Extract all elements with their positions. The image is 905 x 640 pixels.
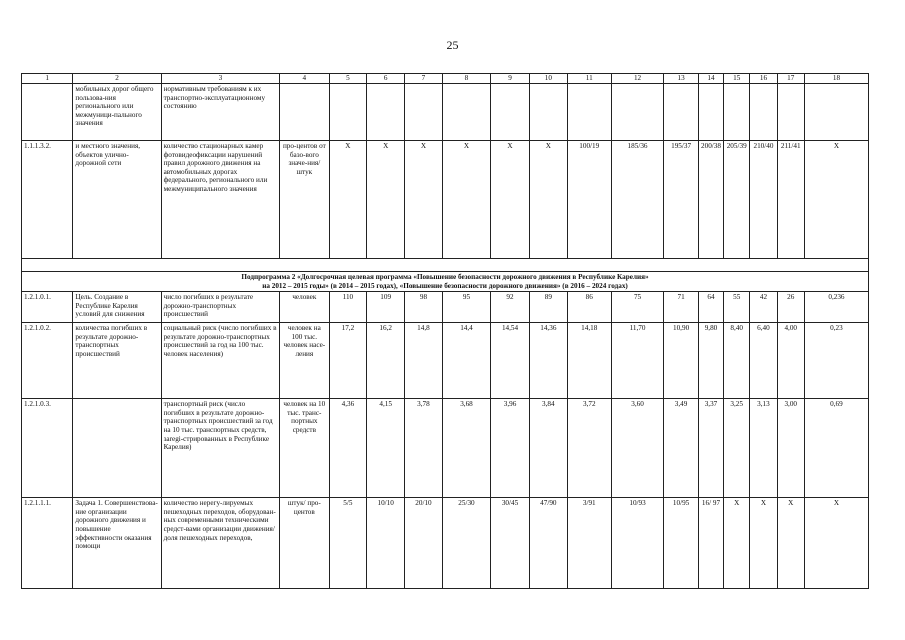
row-value: 3,00 bbox=[777, 399, 804, 498]
subprogram-title bbox=[22, 272, 869, 292]
row-value: 9,80 bbox=[698, 323, 723, 399]
row-value: 20/10 bbox=[405, 498, 443, 589]
row-value: X bbox=[804, 141, 868, 259]
row-indicator-text: нормативным требованиям к их транспортно-эксплуатационному состоянию bbox=[161, 84, 280, 141]
column-header: 9 bbox=[491, 74, 530, 84]
row-value bbox=[724, 84, 750, 141]
column-header: 13 bbox=[664, 74, 699, 84]
row-code: 1.1.1.3.2. bbox=[22, 141, 73, 259]
row-value: X bbox=[529, 141, 567, 259]
column-header: 14 bbox=[698, 74, 723, 84]
column-header: 17 bbox=[777, 74, 804, 84]
row-value: 89 bbox=[529, 292, 567, 323]
column-header: 10 bbox=[529, 74, 567, 84]
row-value bbox=[777, 84, 804, 141]
row-goal-text: количества погибших в результате дорожно-транспортных происшествий bbox=[73, 323, 161, 399]
row-value: 3,68 bbox=[442, 399, 490, 498]
row-value: 0,69 bbox=[804, 399, 868, 498]
row-goal-text: и местного значения, объектов улично-дорожной сети bbox=[73, 141, 161, 259]
row-value bbox=[804, 84, 868, 141]
indicator-table bbox=[21, 73, 869, 589]
row-value: 109 bbox=[367, 292, 405, 323]
row-value bbox=[529, 84, 567, 141]
column-header-row bbox=[22, 74, 869, 84]
row-value: 3,96 bbox=[491, 399, 530, 498]
row-value: 100/19 bbox=[567, 141, 611, 259]
row-code: 1.2.1.0.3. bbox=[22, 399, 73, 498]
row-value: 211/41 bbox=[777, 141, 804, 259]
row-value: 195/37 bbox=[664, 141, 699, 259]
row-indicator-text: число погибших в результате дорожно-транспортных происшествий bbox=[161, 292, 280, 323]
row-goal-text bbox=[73, 399, 161, 498]
row-value: 3,84 bbox=[529, 399, 567, 498]
row-value: X bbox=[804, 498, 868, 589]
row-value bbox=[567, 84, 611, 141]
row-unit: про-центов от базо-вого значе-ния/ штук bbox=[280, 141, 329, 259]
row-value: 0,23 bbox=[804, 323, 868, 399]
row-value: 10,90 bbox=[664, 323, 699, 399]
row-value: 14,54 bbox=[491, 323, 530, 399]
row-code bbox=[22, 84, 73, 141]
row-value: 8,40 bbox=[724, 323, 750, 399]
row-unit: человек на 100 тыс. человек насе-ления bbox=[280, 323, 329, 399]
row-value: 3,72 bbox=[567, 399, 611, 498]
row-value: 200/38 bbox=[698, 141, 723, 259]
row-value: X bbox=[405, 141, 443, 259]
row-value: 26 bbox=[777, 292, 804, 323]
column-header: 5 bbox=[329, 74, 367, 84]
row-value: 210/40 bbox=[750, 141, 777, 259]
row-value bbox=[750, 84, 777, 141]
row-value: 4,36 bbox=[329, 399, 367, 498]
row-code: 1.2.1.0.1. bbox=[22, 292, 73, 323]
row-value: 4,00 bbox=[777, 323, 804, 399]
row-value bbox=[611, 84, 663, 141]
row-value: 3,49 bbox=[664, 399, 699, 498]
column-header: 18 bbox=[804, 74, 868, 84]
row-value bbox=[329, 84, 367, 141]
column-header: 6 bbox=[367, 74, 405, 84]
row-value: 6,40 bbox=[750, 323, 777, 399]
row-value: 10/10 bbox=[367, 498, 405, 589]
row-unit bbox=[280, 84, 329, 141]
row-code: 1.2.1.0.2. bbox=[22, 323, 73, 399]
row-value: 14,8 bbox=[405, 323, 443, 399]
row-value bbox=[405, 84, 443, 141]
table-row bbox=[22, 323, 869, 399]
row-value: X bbox=[750, 498, 777, 589]
row-value: 205/39 bbox=[724, 141, 750, 259]
row-unit: штук/ про-центов bbox=[280, 498, 329, 589]
row-value: 14,18 bbox=[567, 323, 611, 399]
row-indicator-text: количество стационарных камер фотовидеофиксации нарушений правил дорожного движения на автомобильных дорогах федерального, регионального или межмуниципального значения bbox=[161, 141, 280, 259]
row-value: 10/93 bbox=[611, 498, 663, 589]
row-goal-text: мобильных дорог общего пользова-ния регионального или межмуници-пального значения bbox=[73, 84, 161, 141]
row-value: 110 bbox=[329, 292, 367, 323]
row-value bbox=[367, 84, 405, 141]
column-header: 3 bbox=[161, 74, 280, 84]
row-value: 0,236 bbox=[804, 292, 868, 323]
row-value: 4,15 bbox=[367, 399, 405, 498]
row-unit: человек bbox=[280, 292, 329, 323]
row-value: 86 bbox=[567, 292, 611, 323]
column-header: 16 bbox=[750, 74, 777, 84]
row-value: 98 bbox=[405, 292, 443, 323]
column-header: 15 bbox=[724, 74, 750, 84]
row-value: X bbox=[777, 498, 804, 589]
row-value: 3/91 bbox=[567, 498, 611, 589]
row-value bbox=[491, 84, 530, 141]
row-value bbox=[664, 84, 699, 141]
column-header: 1 bbox=[22, 74, 73, 84]
row-value: 3,37 bbox=[698, 399, 723, 498]
row-value: 25/30 bbox=[442, 498, 490, 589]
spacer-row bbox=[22, 259, 869, 272]
row-value: 42 bbox=[750, 292, 777, 323]
row-value: X bbox=[329, 141, 367, 259]
row-value: 92 bbox=[491, 292, 530, 323]
column-header: 8 bbox=[442, 74, 490, 84]
row-value: 3,25 bbox=[724, 399, 750, 498]
subprogram-header-row bbox=[22, 272, 869, 292]
row-value: 14,36 bbox=[529, 323, 567, 399]
row-value: 3,60 bbox=[611, 399, 663, 498]
row-value: 14,4 bbox=[442, 323, 490, 399]
column-header: 12 bbox=[611, 74, 663, 84]
row-value: 10/95 bbox=[664, 498, 699, 589]
table-row bbox=[22, 399, 869, 498]
row-code: 1.2.1.1.1. bbox=[22, 498, 73, 589]
table-row bbox=[22, 498, 869, 589]
row-value: 185/36 bbox=[611, 141, 663, 259]
row-value: X bbox=[442, 141, 490, 259]
row-value: 11,70 bbox=[611, 323, 663, 399]
row-goal-text: Задача 1. Совершенствова-ние организации дорожного движения и повышение эффективности оказания помощи bbox=[73, 498, 161, 589]
table-row bbox=[22, 292, 869, 323]
row-value bbox=[442, 84, 490, 141]
row-value: 75 bbox=[611, 292, 663, 323]
subprogram-title-line-1: Подпрограмма 2 «Долгосрочная целевая программа «Повышение безопасности дорожного движения в Республике Карелия» bbox=[241, 273, 649, 281]
row-indicator-text: социальный риск (число погибших в результате дорожно-транспортных происшествий за год на 100 тыс. человек населения) bbox=[161, 323, 280, 399]
row-value: 64 bbox=[698, 292, 723, 323]
spacer-cell bbox=[22, 259, 869, 272]
row-value: 71 bbox=[664, 292, 699, 323]
row-value: 3,13 bbox=[750, 399, 777, 498]
row-indicator-text: количество нерегу-лируемых пешеходных переходов, оборудован-ных современными техническими средст-вами организации движения/доля пешеходных переходов, bbox=[161, 498, 280, 589]
page-number: 25 bbox=[446, 38, 459, 52]
row-value: 16,2 bbox=[367, 323, 405, 399]
row-value: 55 bbox=[724, 292, 750, 323]
row-value: 3,78 bbox=[405, 399, 443, 498]
row-value: 17,2 bbox=[329, 323, 367, 399]
table-row bbox=[22, 141, 869, 259]
row-value bbox=[698, 84, 723, 141]
row-value: 16/ 97 bbox=[698, 498, 723, 589]
row-unit: человек на 10 тыс. транс-портных средств bbox=[280, 399, 329, 498]
row-value: 5/5 bbox=[329, 498, 367, 589]
row-value: 30/45 bbox=[491, 498, 530, 589]
table-row bbox=[22, 84, 869, 141]
row-value: X bbox=[491, 141, 530, 259]
subprogram-title-line-2: на 2012 – 2015 годы» (в 2014 – 2015 годах), «Повышение безопасности дорожного движения» (в 2016 – 2024 годах) bbox=[262, 281, 628, 290]
column-header: 7 bbox=[405, 74, 443, 84]
column-header: 4 bbox=[280, 74, 329, 84]
column-header: 2 bbox=[73, 74, 161, 84]
row-goal-text: Цель. Создание в Республике Карелия условий для снижения bbox=[73, 292, 161, 323]
row-value: 47/90 bbox=[529, 498, 567, 589]
row-value: 95 bbox=[442, 292, 490, 323]
column-header: 11 bbox=[567, 74, 611, 84]
row-indicator-text: транспортный риск (число погибших в результате дорожно-транспортных происшествий за год на 10 тыс. транспортных средств, заregi-стрированных в Республике Карелия) bbox=[161, 399, 280, 498]
row-value: X bbox=[724, 498, 750, 589]
row-value: X bbox=[367, 141, 405, 259]
